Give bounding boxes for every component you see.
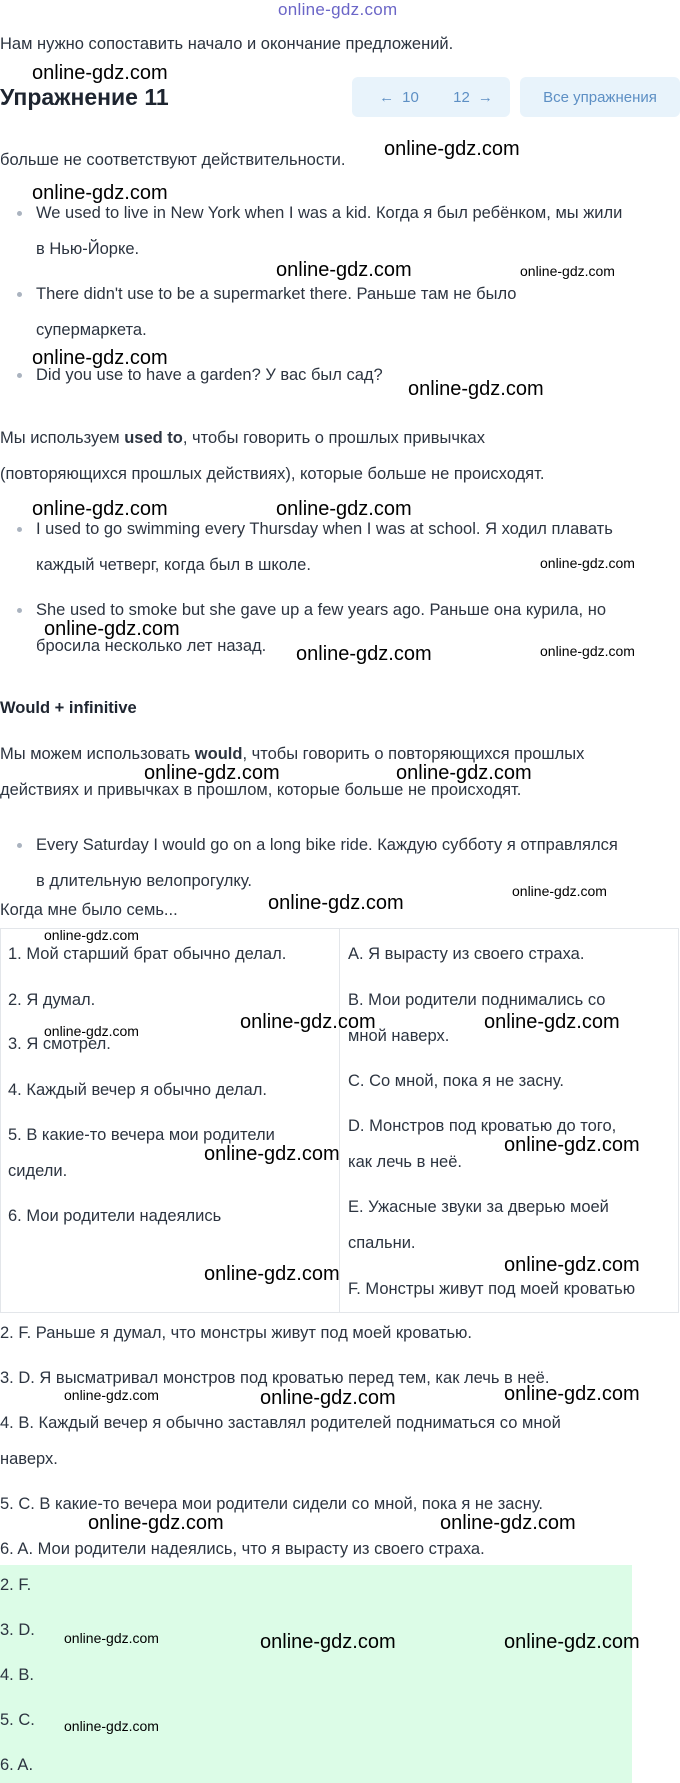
bullet-dot (17, 527, 22, 532)
example-line: в длительную велопрогулку. (36, 872, 252, 890)
watermark: online-gdz.com (440, 1512, 576, 1534)
watermark: online-gdz.com (204, 1143, 340, 1165)
watermark: online-gdz.com (540, 555, 635, 571)
left-item: 3. Я смотрел. (8, 1035, 111, 1053)
section-heading: Would + infinitive (0, 699, 137, 717)
watermark: online-gdz.com (260, 1387, 396, 1409)
watermark: online-gdz.com (484, 1011, 620, 1033)
habits-text: , чтобы говорить о прошлых привычках (182, 429, 485, 447)
short-answer: 2. F. (0, 1576, 32, 1594)
watermark: online-gdz.com (88, 1512, 224, 1534)
watermark: online-gdz.com (296, 643, 432, 665)
watermark: online-gdz.com (32, 62, 168, 84)
watermark: online-gdz.com (44, 618, 180, 640)
left-item: 4. Каждый вечер я обычно делал. (8, 1081, 267, 1099)
would-text: , чтобы говорить о повторяющихся прошлых (242, 745, 585, 763)
watermark: online-gdz.com (276, 259, 412, 281)
left-item: 1. Мой старший брат обычно делал. (8, 945, 287, 963)
arrow-right-icon: → (477, 88, 493, 106)
watermark: online-gdz.com (384, 138, 520, 160)
cut-off-text: больше не соответствуют действительности. (0, 151, 346, 169)
watermark: online-gdz.com (144, 762, 280, 784)
example-line: She used to smoke but she gave up a few years ago. Раньше она курила, но (36, 601, 607, 619)
watermark: online-gdz.com (240, 1011, 376, 1033)
right-item: B. Мои родители поднимались со (348, 991, 606, 1009)
would-keyword: would (194, 745, 243, 763)
example-line: Every Saturday I would go on a long bike ride. Каждую субботу я отправлялся (36, 836, 618, 854)
short-answer: 3. D. (0, 1621, 35, 1639)
left-item: сидели. (8, 1162, 68, 1180)
example-line: супермаркета. (36, 321, 147, 339)
watermark: online-gdz.com (64, 1718, 159, 1734)
watermark: online-gdz.com (44, 927, 139, 943)
example-line: I used to go swimming every Thursday when I was at school. Я ходил плавать (36, 520, 613, 538)
right-item: D. Монстров под кроватью до того, (348, 1117, 617, 1135)
would-paragraph-line2: действиях и привычках в прошлом, которые больше не происходят. (0, 781, 522, 799)
example-line: We used to live in New York when I was a kid. Когда я был ребёнком, мы жили (36, 204, 623, 222)
watermark: online-gdz.com (204, 1263, 340, 1285)
watermark: online-gdz.com (32, 347, 168, 369)
watermark: online-gdz.com (64, 1387, 159, 1403)
right-item: A. Я вырасту из своего страха. (348, 945, 585, 963)
watermark: online-gdz.com (512, 883, 607, 899)
watermark: online-gdz.com (504, 1254, 640, 1276)
example-line: каждый четверг, когда был в школе. (36, 556, 311, 574)
habits-paragraph-line2: (повторяющихся прошлых действиях), которые больше не происходят. (0, 465, 545, 483)
right-item: спальни. (348, 1234, 416, 1252)
example-line: Did you use to have a garden? У вас был сад? (36, 366, 383, 384)
watermark: online-gdz.com (260, 1631, 396, 1653)
watermark: online-gdz.com (276, 498, 412, 520)
would-text: Мы можем использовать (0, 745, 195, 763)
example-line: в Нью-Йорке. (36, 240, 140, 258)
prev-exercise-button[interactable] (352, 77, 446, 117)
watermark: online-gdz.com (504, 1134, 640, 1156)
habits-text: Мы используем (0, 429, 125, 447)
page-title: Упражнение 11 (0, 84, 169, 110)
watermark: online-gdz.com (504, 1383, 640, 1405)
answer-line: 3. D. Я высматривал монстров под кроватью перед тем, как лечь в неё. (0, 1369, 550, 1387)
left-item: 6. Мои родители надеялись (8, 1207, 222, 1225)
left-item: 2. Я думал. (8, 991, 96, 1009)
next-exercise-label: 12 (453, 88, 470, 106)
bullet-dot (17, 292, 22, 297)
short-answer: 5. C. (0, 1711, 35, 1729)
table-divider (339, 928, 340, 1313)
arrow-left-icon: ← (379, 88, 395, 106)
right-item: мной наверх. (348, 1027, 450, 1045)
watermark: online-gdz.com (32, 498, 168, 520)
watermark: online-gdz.com (268, 892, 404, 914)
all-exercises-button[interactable] (520, 77, 680, 117)
bullet-dot (17, 843, 22, 848)
right-item: E. Ужасные звуки за дверью моей (348, 1198, 609, 1216)
example-line: There didn't use to be a supermarket there. Раньше там не было (36, 285, 517, 303)
watermark: online-gdz.com (396, 762, 532, 784)
left-item: 5. В какие-то вечера мои родители (8, 1126, 275, 1144)
answer-line: 4. B. Каждый вечер я обычно заставлял родителей подниматься со мной (0, 1414, 561, 1432)
watermark: online-gdz.com (44, 1023, 139, 1039)
watermark: online-gdz.com (520, 263, 615, 279)
intro-text: Нам нужно сопоставить начало и окончание предложений. (0, 35, 454, 53)
all-exercises-label: Все упражнения (543, 88, 657, 106)
answer-line: наверх. (0, 1450, 58, 1468)
right-item: F. Монстры живут под моей кроватью (348, 1280, 636, 1298)
site-logo[interactable]: online-gdz.com (278, 0, 398, 19)
habits-paragraph (0, 428, 485, 448)
watermark: online-gdz.com (504, 1631, 640, 1653)
example-line: бросила несколько лет назад. (36, 637, 267, 655)
right-item: C. Со мной, пока я не засну. (348, 1072, 564, 1090)
answer-line: 6. A. Мои родители надеялись, что я вырасту из своего страха. (0, 1540, 485, 1558)
right-item: как лечь в неё. (348, 1153, 462, 1171)
bullet-dot (17, 608, 22, 613)
prev-exercise-label: 10 (402, 88, 419, 106)
answer-line: 2. F. Раньше я думал, что монстры живут под моей кроватью. (0, 1324, 473, 1342)
watermark: online-gdz.com (540, 643, 635, 659)
short-answer: 6. A. (0, 1756, 34, 1774)
bullet-dot (17, 373, 22, 378)
answer-highlight (0, 1565, 632, 1783)
would-paragraph (0, 744, 584, 764)
watermark: online-gdz.com (64, 1630, 159, 1646)
watermark: online-gdz.com (408, 378, 544, 400)
next-exercise-button[interactable] (436, 77, 510, 117)
short-answer: 4. B. (0, 1666, 34, 1684)
story-intro: Когда мне было семь... (0, 901, 178, 919)
used-to-keyword: used to (124, 429, 183, 447)
bullet-dot (17, 211, 22, 216)
answer-line: 5. C. В какие-то вечера мои родители сидели со мной, пока я не засну. (0, 1495, 544, 1513)
watermark: online-gdz.com (32, 182, 168, 204)
